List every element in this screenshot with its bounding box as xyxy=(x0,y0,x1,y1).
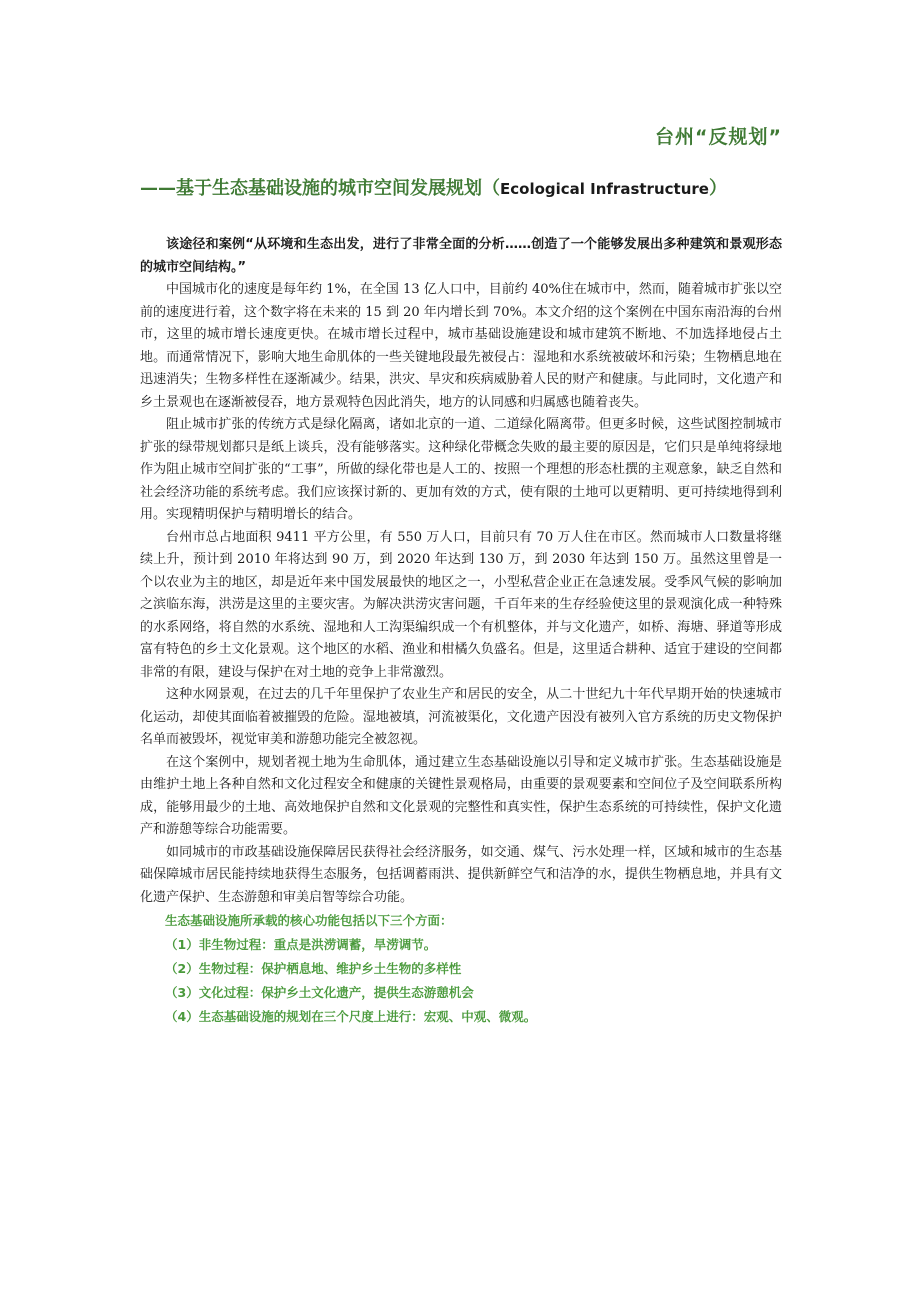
highlight-item-3: （3）文化过程：保护乡土文化遗产，提供生态游憩机会 xyxy=(165,985,474,1000)
subtitle-close: ） xyxy=(708,178,727,199)
highlight-heading: 生态基础设施所承载的核心功能包括以下三个方面： xyxy=(165,913,453,928)
page-title: 台州“反规划” xyxy=(655,126,782,148)
paragraph-6: 如同城市的市政基础设施保障居民获得社会经济服务，如交通、煤气、污水处理一样，区域和城市的生态基础保障城市居民能持续地获得生态服务，包括调蓄雨洪、提供新鲜空气和洁净的水，提供生物栖息地，并具有文化遗产保护、生态游憩和审美启智等综合功能。 xyxy=(140,844,782,905)
paragraph-2: 阻止城市扩张的传统方式是绿化隔离，诸如北京的一道、二道绿化隔离带。但更多时候，这些试图控制城市扩张的绿带规划都只是纸上谈兵，没有能够落实。这种绿化带概念失败的最主要的原因是，它们只是单纯将绿地作为阻止城市空间扩张的“工事”，所做的绿化带也是人工的、按照一个理想的形态杜撰的主观意象，缺乏自然和社会经济功能的系统考虑。我们应该探讨新的、更加有效的方式，使有限的土地可以更精明、更可持续地得到利用。实现精明保护与精明增长的结合。 xyxy=(140,417,782,522)
lead-quote: 该途径和案例“从环境和生态出发，进行了非常全面的分析……创造了一个能够发展出多种建筑和景观形态的城市空间结构。” xyxy=(140,237,782,275)
paragraph-5: 在这个案例中，规划者视土地为生命肌体，通过建立生态基础设施以引导和定义城市扩张。生态基础设施是由维护土地上各种自然和文化过程安全和健康的关键性景观格局，由重要的景观要素和空间位子及空间联系所构成，能够用最少的土地、高效地保护自然和文化景观的完整性和真实性，保护生态系统的可持续性，保护文化遗产和游憩等综合功能需要。 xyxy=(140,754,782,837)
highlight-item-4: （4）生态基础设施的规划在三个尺度上进行：宏观、中观、微观。 xyxy=(165,1009,537,1024)
highlight-item-2: （2）生物过程：保护栖息地、维护乡土生物的多样性 xyxy=(165,961,462,976)
paragraph-3: 台州市总占地面积 9411 平方公里，有 550 万人口，目前只有 70 万人住在市区。然而城市人口数量将继续上升，预计到 2010 年将达到 90 万，到 2020 年达到 130 万，到 2030 年达到 150 万。虽然这里曾是一个以农业为主的地区，却是近年来中国发展最快的地区之一，小型私营企业正在急速发展。受季风气候的影响加之滨临东海，洪涝是这里的主要灾害。为解决洪涝灾害问题，千百年来的生存经验使这里的景观演化成一种特殊的水系网络，将自然的水系统、湿地和人工沟渠编织成一个有机整体，并与文化遗产，如桥、海塘、驿道等形成富有特色的乡土文化景观。这个地区的水稻、渔业和柑橘久负盛名。但是，这里适合耕种、适宜于建设的空间都非常的有限，建设与保护在对土地的竞争上非常激烈。 xyxy=(140,529,782,680)
subtitle-chinese: ——基于生态基础设施的城市空间发展规划（ xyxy=(140,178,500,199)
paragraph-1: 中国城市化的速度是每年约 1%，在全国 13 亿人口中，目前约 40%住在城市中，然而，随着城市扩张以空前的速度进行着，这个数字将在未来的 15 到 20 年内增长到 70%。本文介绍的这个案例在中国东南沿海的台州市，这里的城市增长速度更快。在城市增长过程中，城市基础设施建设和城市建筑不断地、不加选择地侵占土地。而通常情况下，影响大地生命肌体的一些关键地段最先被侵占：湿地和水系统被破坏和污染；生物栖息地在迅速消失；生物多样性在逐渐减少。结果，洪灾、旱灾和疾病威胁着人民的财产和健康。与此同时，文化遗产和乡土景观也在逐渐被侵吞，地方景观特色因此消失，地方的认同感和归属感也随着丧失。 xyxy=(140,282,782,410)
highlight-item-1: （1）非生物过程：重点是洪涝调蓄，旱涝调节。 xyxy=(165,937,437,952)
paragraph-4: 这种水网景观，在过去的几千年里保护了农业生产和居民的安全，从二十世纪九十年代早期开始的快速城市化运动，却使其面临着被摧毁的危险。湿地被填，河流被渠化，文化遗产因没有被列入官方系统的历史文物保护名单而被毁坏，视觉审美和游憩功能完全被忽视。 xyxy=(140,687,782,747)
page-subtitle xyxy=(140,174,800,200)
subtitle-english: Ecological Infrastructure xyxy=(500,180,709,198)
document-body xyxy=(140,234,782,1029)
